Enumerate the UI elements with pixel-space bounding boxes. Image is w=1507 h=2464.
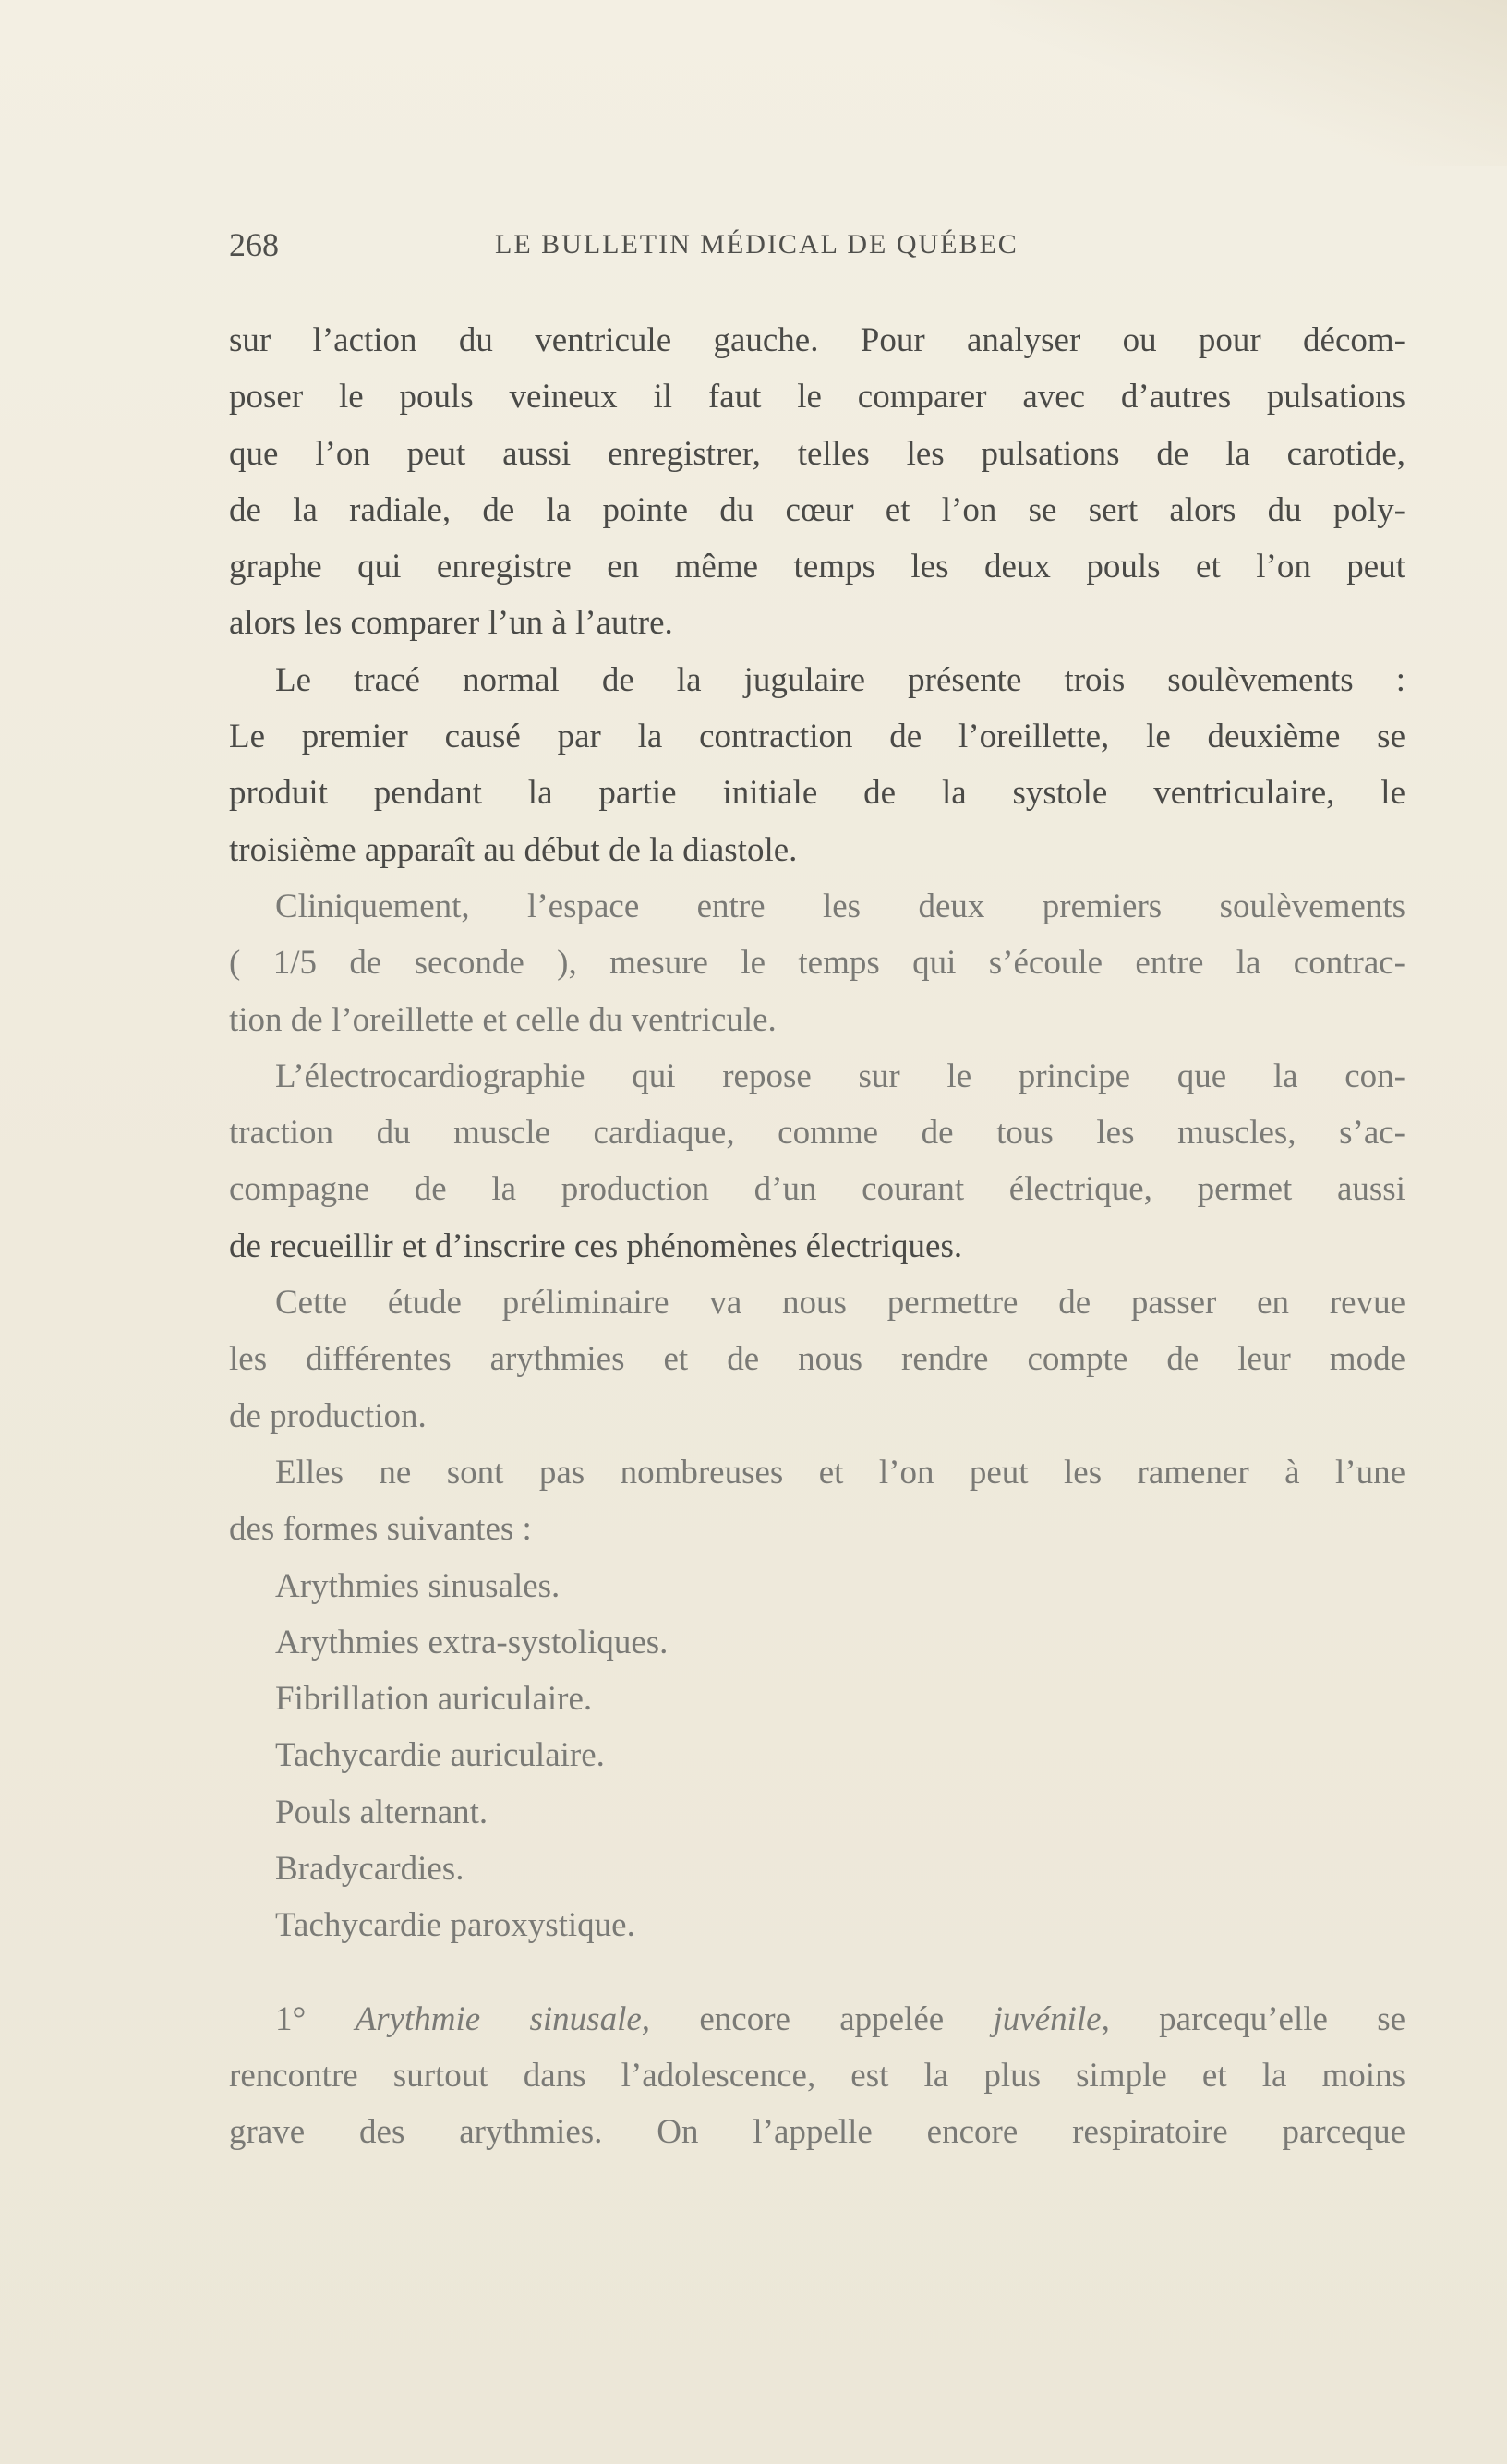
text-line: Elles ne sont pas nombreuses et l’on peut les ramener à l’une xyxy=(275,1453,1405,1492)
text-line: que l’on peut aussi enregistrer, telles les pulsations de la carotide, xyxy=(229,434,1405,473)
text-line xyxy=(229,1991,1405,2047)
text-line: grave des arythmies. On l’appelle encore respiratoire parceque xyxy=(229,2113,1405,2152)
text-line: les différentes arythmies et de nous rendre compte de leur mode xyxy=(229,1340,1405,1379)
text-span: encore appelée xyxy=(699,1999,945,2038)
body-text xyxy=(229,312,1405,2161)
paragraph xyxy=(229,1048,1405,1274)
page-number: 268 xyxy=(229,226,279,263)
list-item: Fibrillation auriculaire. xyxy=(275,1680,593,1719)
running-head: LE BULLETIN MÉDICAL DE QUÉBEC xyxy=(495,229,1019,260)
list-item: Pouls alternant. xyxy=(275,1793,488,1831)
paragraph-section-1 xyxy=(229,1991,1405,2161)
text-line: traction du muscle cardiaque, comme de tous les muscles, s’ac- xyxy=(229,1114,1405,1153)
list-item: Arythmies sinusales. xyxy=(275,1566,561,1605)
text-line: Le premier causé par la contraction de l’oreillette, le deuxième se xyxy=(229,718,1405,756)
text-line: alors les comparer l’un à l’autre. xyxy=(229,604,673,643)
text-line: Cette étude préliminaire va nous permettre de passer en revue xyxy=(275,1284,1405,1323)
spacer xyxy=(229,1954,1405,1991)
text-line: de production. xyxy=(229,1396,427,1435)
list-item: Arythmies extra-systoliques. xyxy=(275,1623,669,1661)
list-item: Tachycardie auriculaire. xyxy=(275,1736,605,1775)
text-line: des formes suivantes : xyxy=(229,1510,532,1549)
text-line: Cliniquement, l’espace entre les deux premiers soulèvements xyxy=(275,887,1405,925)
text-line: rencontre surtout dans l’adolescence, est la plus simple et la moins xyxy=(229,2056,1405,2095)
text-line: de recueillir et d’inscrire ces phénomènes électriques. xyxy=(229,1226,963,1265)
text-line: troisième apparaît au début de la diastole. xyxy=(229,830,798,869)
text-line: produit pendant la partie initiale de la systole ventriculaire, le xyxy=(229,774,1405,813)
paragraph xyxy=(229,652,1405,878)
paragraph xyxy=(229,878,1405,1048)
text-line: L’électrocardiographie qui repose sur le principe que la con- xyxy=(275,1057,1405,1095)
list-item: Tachycardie paroxystique. xyxy=(275,1906,635,1945)
text-line: de la radiale, de la pointe du cœur et l’on se sert alors du poly- xyxy=(229,490,1405,529)
text-span: parcequ’elle se xyxy=(1159,1999,1406,2038)
paragraph xyxy=(229,312,1405,652)
text-line: ( 1/5 de seconde ), mesure le temps qui s’écoule entre la contrac- xyxy=(229,944,1405,983)
paragraph xyxy=(229,1274,1405,1444)
text-line: graphe qui enregistre en même temps les deux pouls et l’on peut xyxy=(229,548,1405,586)
text-line: sur l’action du ventricule gauche. Pour analyser ou pour décom- xyxy=(229,321,1405,359)
arrhythmia-list xyxy=(229,1558,1405,1954)
text-line: poser le pouls veineux il faut le comparer avec d’autres pulsations xyxy=(229,378,1405,417)
text-line: Le tracé normal de la jugulaire présente trois soulèvements : xyxy=(275,660,1405,699)
text-line: compagne de la production d’un courant électrique, permet aussi xyxy=(229,1170,1405,1209)
section-number: 1° xyxy=(275,1999,307,2038)
section-term: Arythmie sinusale, xyxy=(355,1999,651,2038)
text-line: tion de l’oreillette et celle du ventricule. xyxy=(229,1000,777,1039)
list-item: Bradycardies. xyxy=(275,1850,464,1889)
page-header xyxy=(229,225,1152,268)
paper-fold-shadow xyxy=(990,0,1507,166)
paragraph xyxy=(229,1444,1405,1558)
section-term-alt: juvénile, xyxy=(993,1999,1110,2038)
